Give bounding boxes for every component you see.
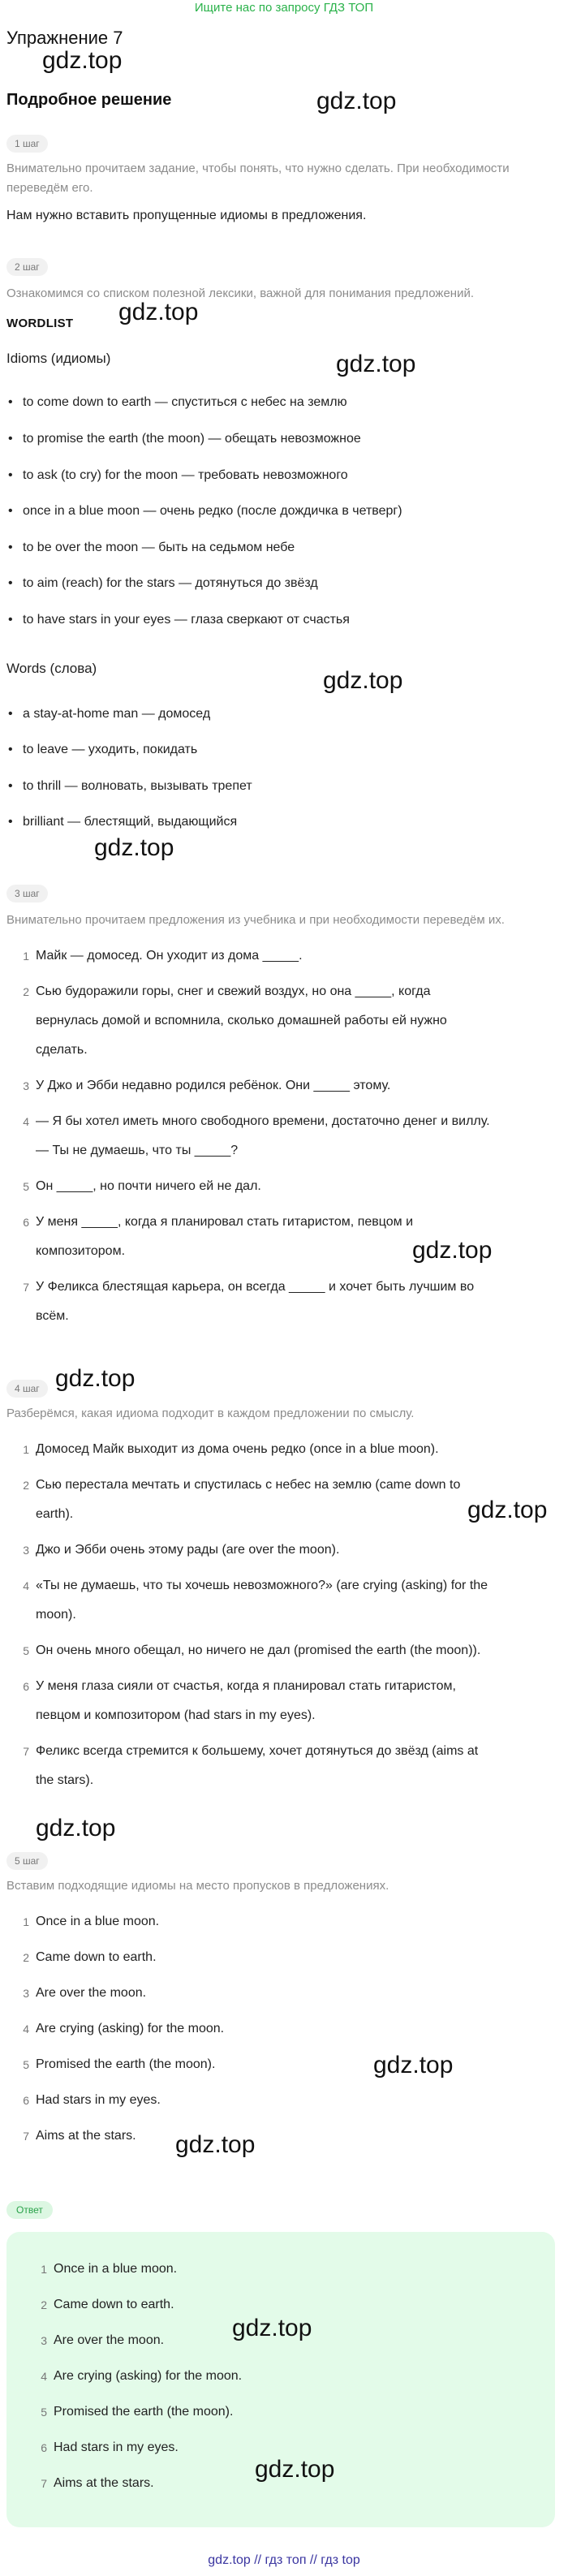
list-item: • to leave — уходить, покидать (23, 741, 558, 759)
list-item: • once in a blue moon — очень редко (после дождичка в четверг) (23, 502, 558, 520)
list-item: 2 Came down to earth. (23, 1950, 157, 1964)
watermark: gdz.top (373, 2052, 454, 2078)
watermark: gdz.top (467, 1497, 548, 1523)
watermark: gdz.top (232, 2315, 312, 2341)
step-badge: 4 шаг (6, 1380, 48, 1398)
step-badge: 5 шаг (6, 1852, 48, 1870)
watermark: gdz.top (94, 834, 174, 861)
watermark: gdz.top (175, 2131, 256, 2158)
list-item: 5 Promised the earth (the moon). (41, 2405, 234, 2419)
step-badge: 1 шаг (6, 135, 48, 153)
step-text: Нам нужно вставить пропущенные идиомы в предложения. (6, 209, 367, 222)
list-item: • to aim (reach) for the stars — дотянуться до звёзд (23, 575, 558, 592)
list-item: 2 Сью перестала мечтать и спустилась с небес на землю (came down to earth). (23, 1478, 461, 1521)
wordlist-heading: WORDLIST (6, 317, 74, 330)
list-item: 6 Had stars in my eyes. (23, 2093, 161, 2107)
list-item: 4 — Я бы хотел иметь много свободного времени, достаточно денег и виллу. — Ты не думаешь, что ты _____? (23, 1114, 490, 1157)
list-item: 2 Came down to earth. (41, 2298, 174, 2311)
step-intro: Вставим подходящие идиомы на место пропусков в предложениях. (6, 1879, 389, 1893)
step-intro: Ознакомимся со списком полезной лексики, важной для понимания предложений. (6, 286, 474, 300)
list-item: 4 Are crying (asking) for the moon. (41, 2369, 243, 2383)
list-item: 5 Он _____, но почти ничего ей не дал. (23, 1179, 261, 1193)
watermark: gdz.top (36, 1815, 116, 1842)
step-badge: 3 шаг (6, 885, 48, 902)
list-item: 7 Aims at the stars. (41, 2476, 154, 2490)
search-banner: Ищите нас по запросу ГДЗ ТОП (194, 1, 374, 15)
list-item: 1 Once in a blue moon. (41, 2262, 178, 2276)
watermark: gdz.top (42, 47, 123, 74)
watermark: gdz.top (412, 1237, 493, 1264)
list-item: 6 Had stars in my eyes. (41, 2440, 179, 2454)
list-item: • brilliant — блестящий, выдающийся (23, 813, 558, 831)
list-item: 5 Он очень много обещал, но ничего не дал (promised the earth (the moon)). (23, 1643, 481, 1657)
list-item: 7 У Феликса блестящая карьера, он всегда _____ и хочет быть лучшим во всём. (23, 1280, 475, 1323)
words-heading: Words (слова) (6, 661, 97, 676)
watermark: gdz.top (255, 2456, 335, 2483)
list-item: 5 Promised the earth (the moon). (23, 2057, 216, 2071)
solution-heading: Подробное решение (6, 91, 172, 109)
list-item: 6 У меня глаза сияли от счастья, когда я планировал стать гитаристом, певцом и композитором (had stars in my eyes). (23, 1679, 456, 1722)
list-item: • to come down to earth — спуститься с небес на землю (23, 394, 558, 411)
step-intro: Разберёмся, какая идиома подходит в каждом предложении по смыслу. (6, 1406, 415, 1420)
list-item: • a stay-at-home man — домосед (23, 705, 558, 723)
list-item: • to have stars in your eyes — глаза сверкают от счастья (23, 611, 558, 629)
list-item: • to thrill — волновать, вызывать трепет (23, 778, 558, 795)
list-item: 7 Aims at the stars. (23, 2129, 136, 2143)
list-item: 1 Майк — домосед. Он уходит из дома _____. (23, 949, 303, 963)
watermark: gdz.top (336, 351, 416, 377)
list-item: 3 У Джо и Эбби недавно родился ребёнок. Они _____ этому. (23, 1079, 391, 1092)
watermark: gdz.top (323, 667, 403, 694)
list-item: 7 Феликс всегда стремится к большему, хочет дотянуться до звёзд (aims at the stars). (23, 1744, 479, 1787)
list-item: 2 Сью будоражили горы, снег и свежий воздух, но она _____, когда вернулась домой и вспомнила, сколько домашней работы ей нужно сделать. (23, 984, 447, 1057)
list-item: 3 Are over the moon. (23, 1986, 147, 2000)
footer-links: gdz.top // гдз топ // гдз top (208, 2553, 360, 2567)
list-item: • to be over the moon — быть на седьмом небе (23, 539, 558, 557)
answer-badge: Ответ (6, 2201, 53, 2219)
step-intro: Внимательно прочитаем предложения из учебника и при необходимости переведём их. (6, 913, 505, 927)
page-title: Упражнение 7 (6, 28, 123, 48)
list-item: • to ask (to cry) for the moon — требовать невозможного (23, 467, 558, 485)
idioms-heading: Idioms (идиомы) (6, 351, 111, 366)
list-item: 6 У меня _____, когда я планировал стать гитаристом, певцом и композитором. (23, 1215, 414, 1258)
watermark: gdz.top (118, 299, 199, 325)
list-item: 4 «Ты не думаешь, что ты хочешь невозможного?» (are crying (asking) for the moon). (23, 1579, 488, 1622)
step-intro: Внимательно прочитаем задание, чтобы понять, что нужно сделать. При необходимости переведём его. (6, 162, 510, 195)
watermark: gdz.top (316, 88, 397, 114)
list-item: 1 Once in a blue moon. (23, 1915, 160, 1928)
list-item: 3 Джо и Эбби очень этому рады (are over the moon). (23, 1543, 340, 1557)
list-item: • to promise the earth (the moon) — обещать невозможное (23, 430, 558, 448)
step-badge: 2 шаг (6, 258, 48, 276)
watermark: gdz.top (55, 1365, 136, 1392)
list-item: 3 Are over the moon. (41, 2333, 165, 2347)
list-item: 4 Are crying (asking) for the moon. (23, 2022, 225, 2035)
list-item: 1 Домосед Майк выходит из дома очень редко (once in a blue moon). (23, 1442, 439, 1456)
